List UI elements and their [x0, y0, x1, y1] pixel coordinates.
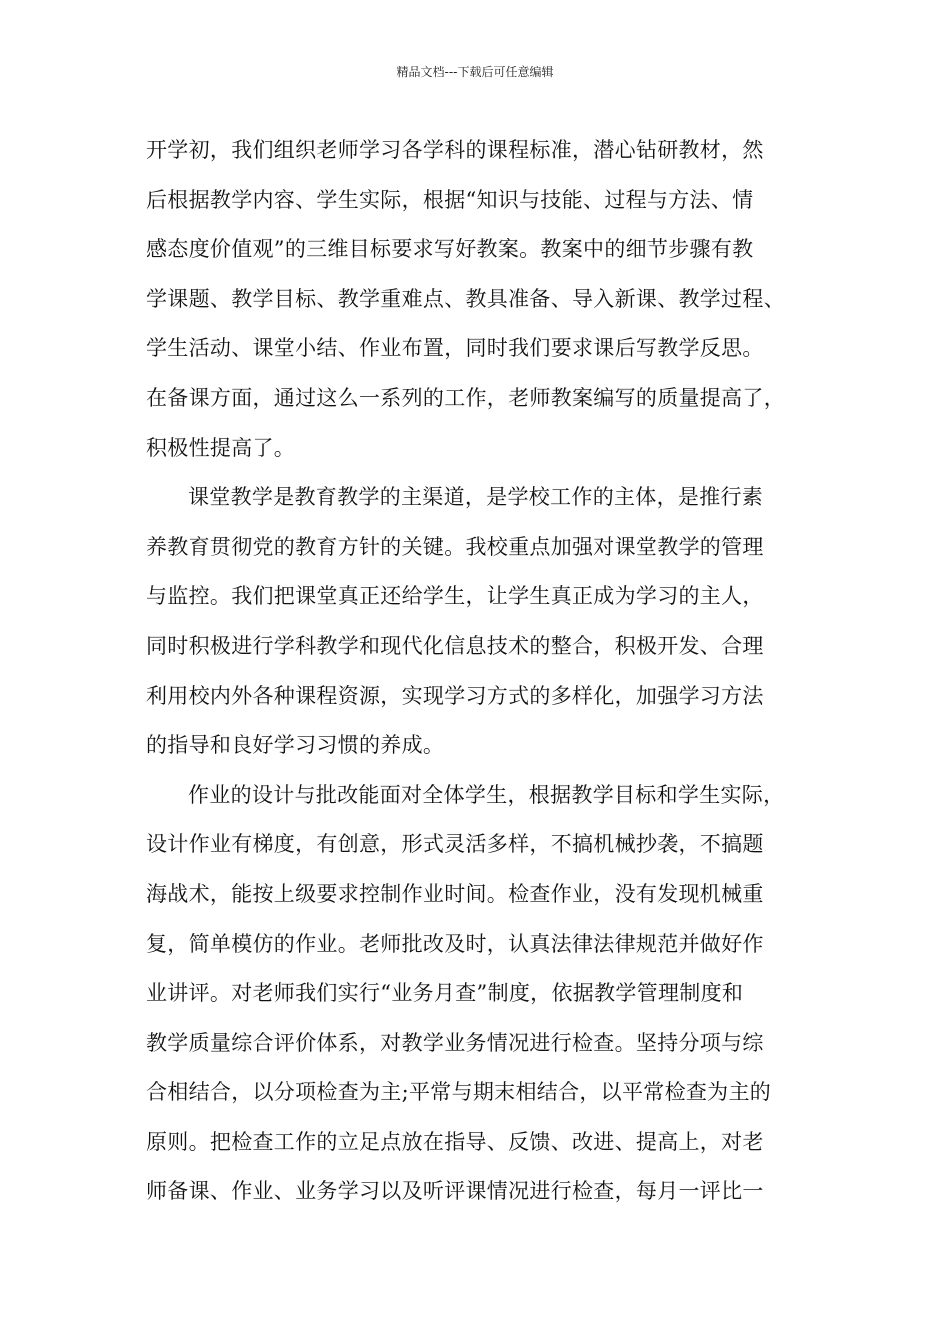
text-line: 与监控。我们把课堂真正还给学生，让学生真正成为学习的主人， — [146, 584, 764, 609]
text-line: 同时积极进行学科教学和现代化信息技术的整合，积极开发、合理 — [146, 633, 764, 658]
text-line: 利用校内外各种课程资源，实现学习方式的多样化，加强学习方法 — [146, 683, 764, 708]
text-line: 的指导和良好学习习惯的养成。 — [146, 733, 445, 758]
text-line: 积极性提高了。 — [146, 435, 296, 460]
text-line: 在备课方面，通过这么一系列的工作，老师教案编写的质量提高了， — [146, 385, 785, 410]
text-line: 开学初，我们组织老师学习各学科的课程标准，潜心钻研教材，然 — [146, 138, 764, 162]
text-line: 养教育贯彻党的教育方针的关键。我校重点加强对课堂教学的管理 — [146, 534, 764, 559]
text-line: 教学质量综合评价体系，对教学业务情况进行检查。坚持分项与综 — [146, 1030, 764, 1055]
text-line: 作业的设计与批改能面对全体学生，根据教学目标和学生实际， — [188, 782, 785, 807]
text-line: 合相结合，以分项检查为主;平常与期末相结合，以平常检查为主的 — [146, 1080, 772, 1105]
text-line: 设计作业有梯度，有创意，形式灵活多样，不搞机械抄袭，不搞题 — [146, 832, 764, 857]
text-line: 原则。把检查工作的立足点放在指导、反馈、改进、提高上，对老 — [146, 1129, 764, 1154]
paragraph-1 — [146, 126, 836, 473]
text-line: 海战术，能按上级要求控制作业时间。检查作业，没有发现机械重 — [146, 881, 764, 906]
text-line: 课堂教学是教育教学的主渠道，是学校工作的主体，是推行素 — [188, 485, 764, 510]
paragraph-2 — [146, 473, 836, 771]
text-line: 感态度价值观”的三维目标要求写好教案。教案中的细节步骤有教 — [146, 237, 754, 262]
text-line: 业讲评。对老师我们实行“业务月查”制度，依据教学管理制度和 — [146, 981, 744, 1006]
text-line: 学生活动、课堂小结、作业布置，同时我们要求课后写教学反思。 — [146, 336, 764, 361]
text-line: 后根据教学内容、学生实际，根据“知识与技能、过程与方法、情 — [146, 187, 754, 212]
page-header: 精品文档---下载后可任意编辑 — [396, 65, 554, 79]
document-body — [146, 126, 836, 1217]
text-line: 复，简单模仿的作业。老师批改及时，认真法律法律规范并做好作 — [146, 931, 764, 956]
text-line: 师备课、作业、业务学习以及听评课情况进行检查，每月一评比一 — [146, 1179, 764, 1204]
text-line: 学课题、教学目标、教学重难点、教具准备、导入新课、教学过程、 — [146, 286, 785, 311]
paragraph-3 — [146, 771, 836, 1217]
